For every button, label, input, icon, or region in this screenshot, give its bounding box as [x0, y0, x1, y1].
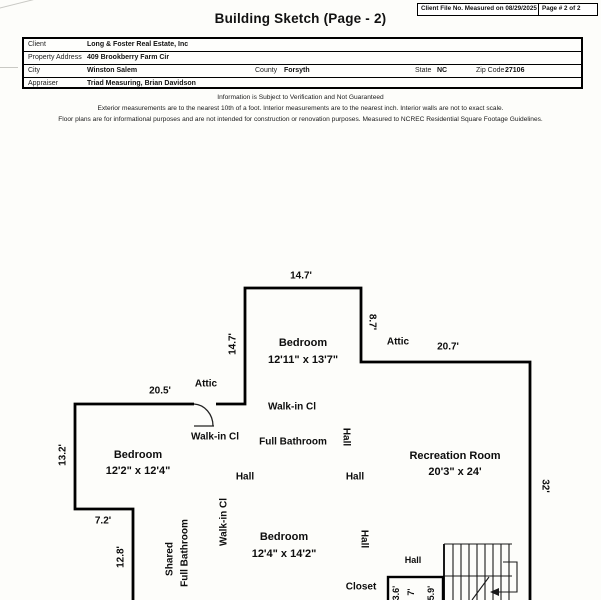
disclaimer-line-1: Information is Subject to Verification and Not Guaranteed: [217, 94, 384, 101]
disclaimer-line-3: Floor plans are for informational purposes and are not intended for construction or renovation purposes. Measured to NCREC Residential Square Footage Guidelines.: [58, 116, 543, 123]
label-attic-right: Attic: [386, 336, 410, 348]
address-value: 409 Brookberry Farm Cir: [87, 54, 170, 61]
stairs: [444, 544, 517, 600]
dim-left-lower: 12.8': [115, 546, 127, 568]
state-label: State: [415, 67, 432, 74]
state-value: NC: [437, 67, 448, 74]
dim-step-right: 8.7': [366, 313, 378, 331]
stairs-direction-arrow: [490, 588, 499, 596]
room-walkin-2: Walk-in Cl: [191, 431, 239, 443]
dim-step-left: 7.2': [94, 515, 112, 527]
client-label: Client: [28, 41, 46, 48]
room-shared-bathroom: Full Bathroom: [179, 519, 191, 587]
zip-label: Zip Code: [476, 67, 505, 74]
room-walkin-3: Walk-in Cl: [218, 498, 230, 546]
dim-closet-1: 3.6': [391, 585, 401, 600]
address-label: Property Address: [28, 54, 82, 61]
county-value: Forsyth: [284, 67, 310, 74]
room-full-bathroom: Full Bathroom: [259, 436, 327, 448]
room-hall-vert-1: Hall: [340, 427, 352, 447]
dim-left-upper: 14.7': [227, 333, 239, 355]
room-hall-vert-2: Hall: [358, 529, 370, 549]
room-bedroom-left: Bedroom: [113, 449, 163, 461]
room-walkin-1: Walk-in Cl: [268, 401, 316, 413]
room-bedroom-upper-dims: 12'11" x 13'7": [267, 354, 339, 366]
dim-top-right: 20.7': [437, 341, 459, 353]
room-bedroom-lower-dims: 12'4" x 14'2": [251, 548, 317, 560]
room-recreation-dims: 20'3" x 24': [428, 466, 482, 478]
dim-left-mid: 13.2': [57, 444, 69, 466]
page-number: Page # 2 of 2: [542, 5, 581, 12]
client-file-no: Client File No. Measured on 08/29/2025: [418, 4, 539, 15]
room-bedroom-lower: Bedroom: [259, 531, 309, 543]
city-label: City: [28, 67, 41, 74]
dim-mid-left: 20.5': [149, 385, 171, 397]
room-hall-3: Hall: [404, 555, 422, 565]
zip-value: 27106: [505, 67, 525, 74]
page-title: Building Sketch (Page - 2): [214, 11, 387, 26]
room-shared: Shared: [164, 542, 176, 576]
dim-closet-2: 7': [406, 588, 416, 596]
room-hall-1: Hall: [235, 471, 255, 483]
room-bedroom-left-dims: 12'2" x 12'4": [105, 465, 171, 477]
label-attic-left: Attic: [194, 378, 218, 390]
disclaimer-line-2: Exterior measurements are to the nearest 10th of a foot. Interior measurements are to the nearest inch. Interior walls are not to exact scale.: [97, 105, 504, 112]
room-bedroom-upper: Bedroom: [278, 337, 328, 349]
client-value: Long & Foster Real Estate, Inc: [87, 41, 189, 48]
door-arc: [194, 404, 214, 426]
dim-closet-3: 5.9': [426, 585, 436, 600]
appraiser-label: Appraiser: [28, 80, 58, 87]
county-label: County: [255, 67, 278, 74]
dim-right-height: 32': [539, 479, 551, 493]
room-closet: Closet: [345, 581, 377, 593]
room-recreation: Recreation Room: [409, 450, 501, 462]
room-hall-2: Hall: [345, 471, 365, 483]
appraiser-value: Triad Measuring, Brian Davidson: [87, 80, 196, 87]
city-value: Winston Salem: [87, 67, 138, 74]
dim-top-width: 14.7': [290, 270, 312, 282]
